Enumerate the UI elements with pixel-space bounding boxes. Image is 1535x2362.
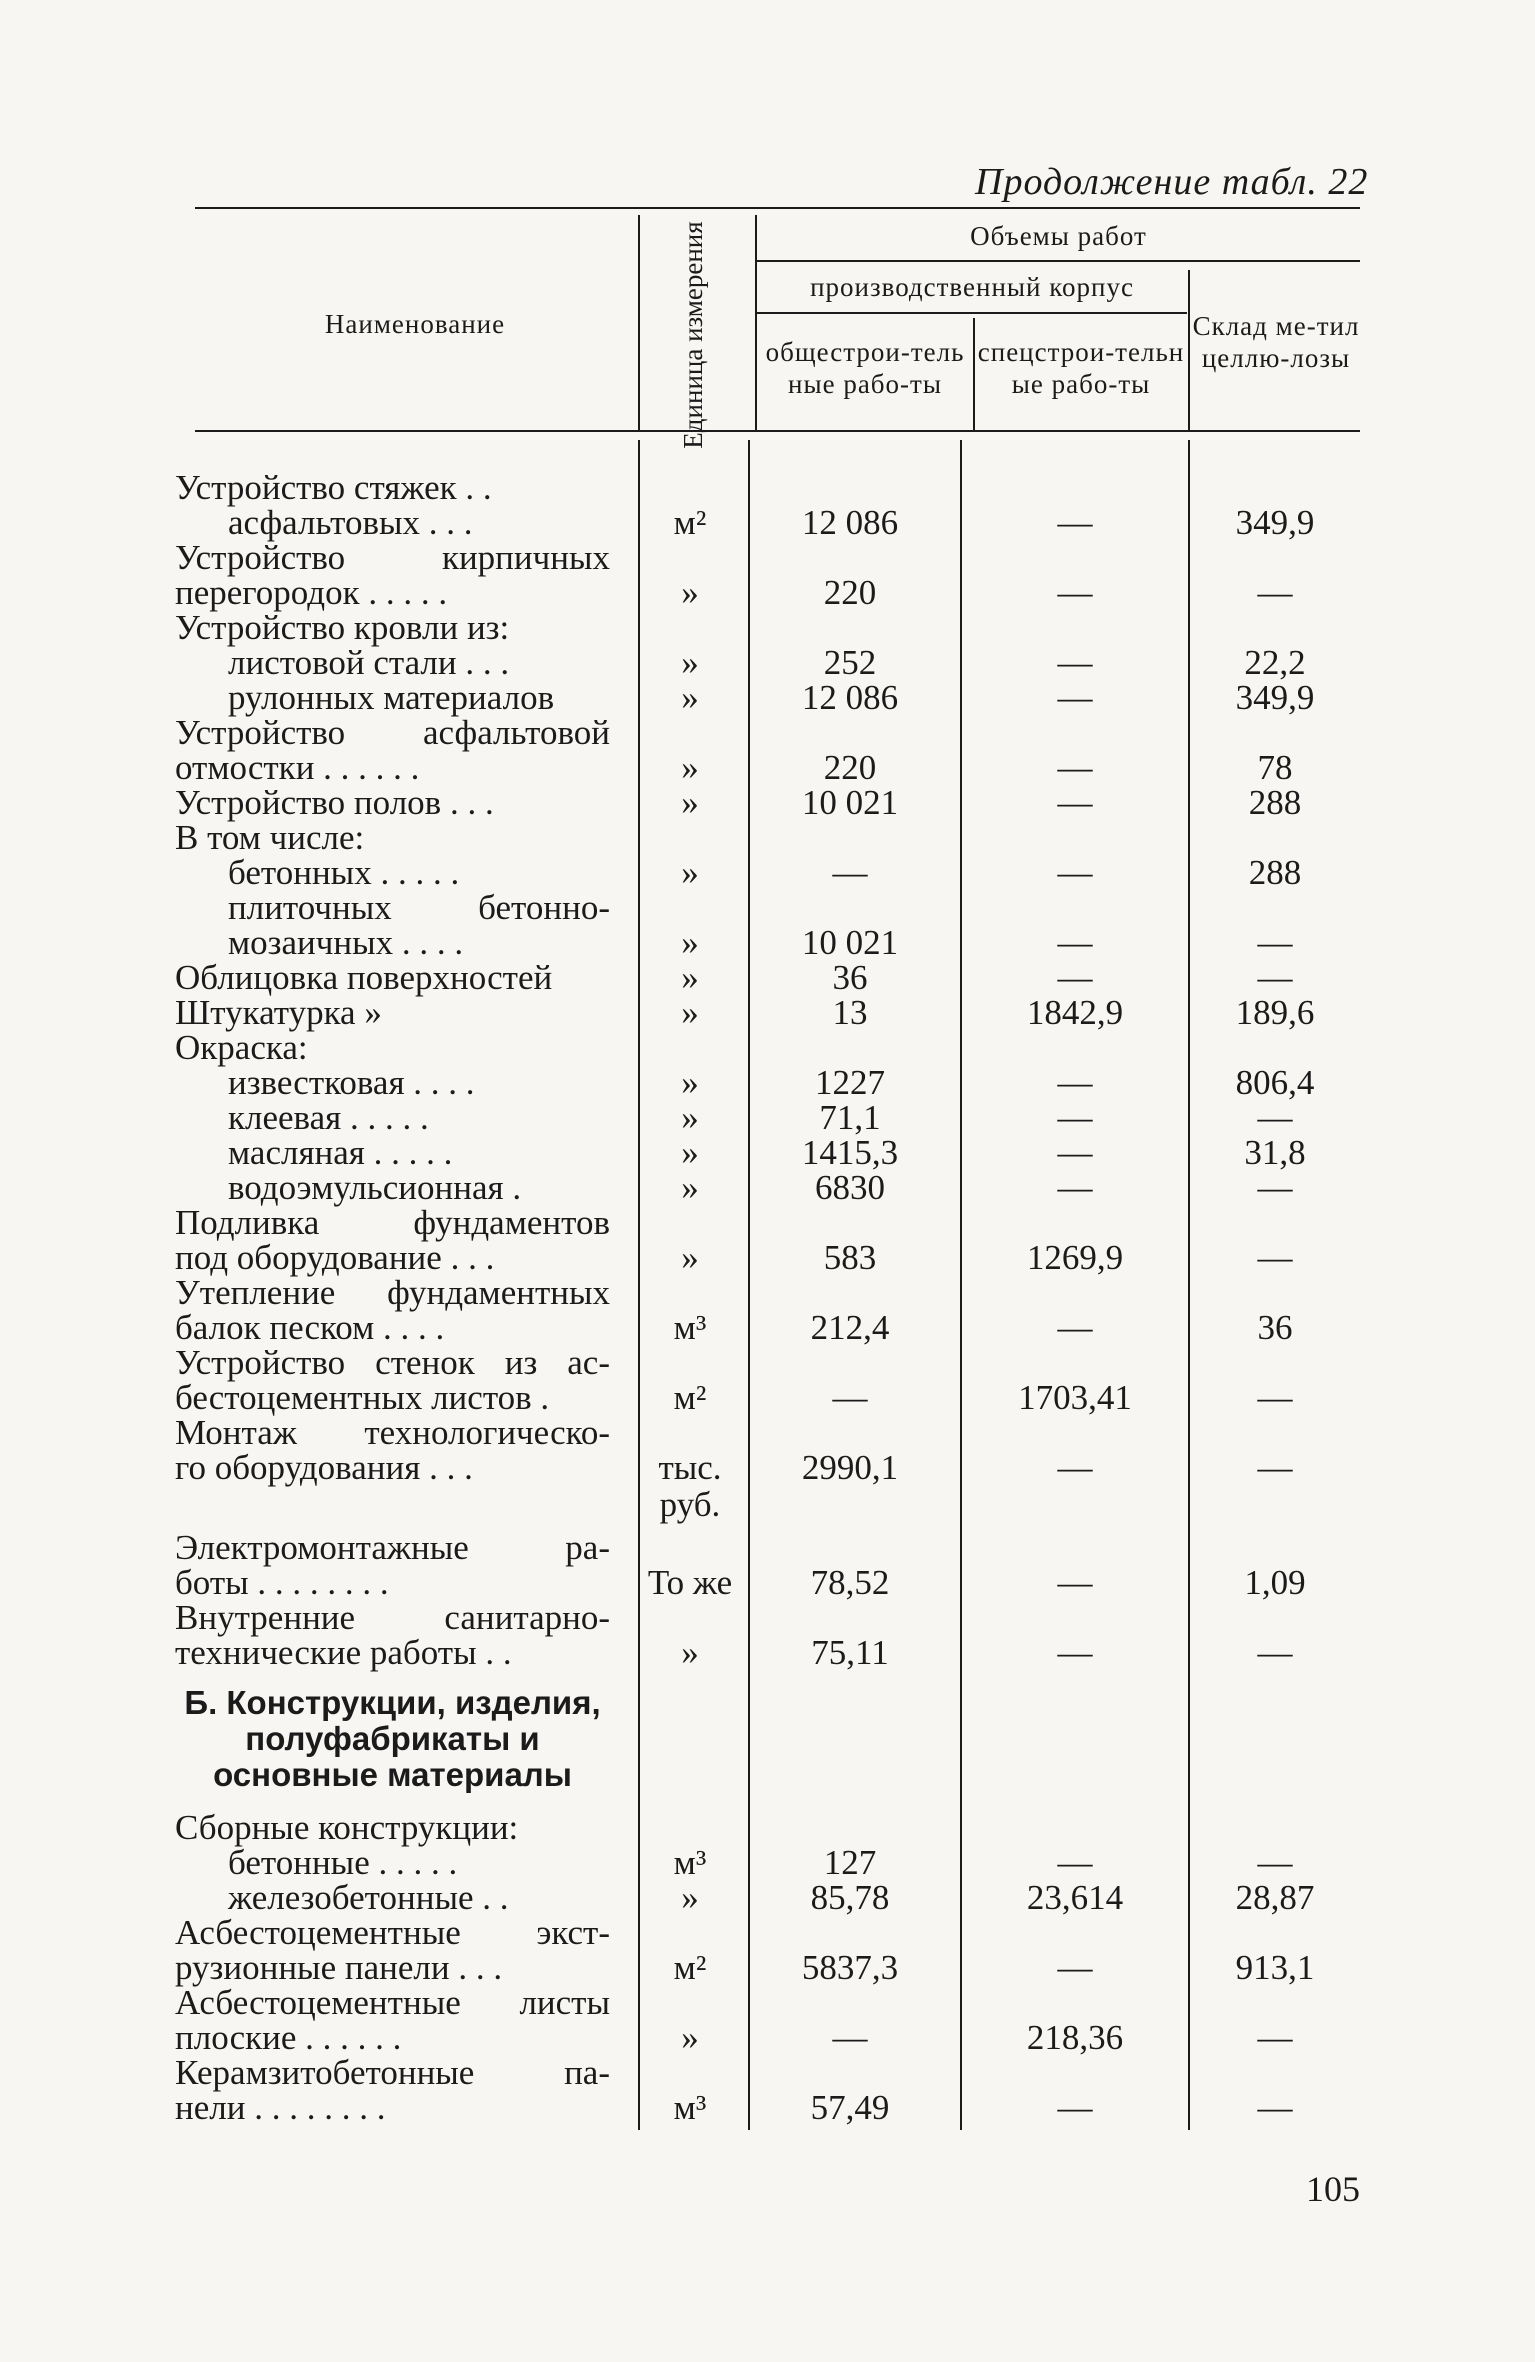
row-general-value: — <box>832 2018 868 2057</box>
row-general-value: — <box>832 853 868 892</box>
row-name: Устройство полов . . . <box>175 783 494 822</box>
row-name: Устройство стяжек . . <box>175 468 492 507</box>
row-warehouse-value: — <box>1257 573 1293 612</box>
row-name: водоэмульсионная . <box>228 1168 522 1207</box>
row-warehouse-value: — <box>1257 1238 1293 1277</box>
row-unit: » <box>681 993 699 1032</box>
row-name: рулонных материалов <box>228 678 555 717</box>
row-special-value: — <box>1057 958 1093 997</box>
row-unit: » <box>681 2018 699 2057</box>
row-unit: м² <box>673 1378 707 1417</box>
row-name: нели . . . . . . . . <box>175 2088 386 2127</box>
header-bottom-rule <box>195 430 1360 432</box>
row-name: бестоцементных листов . <box>175 1378 550 1417</box>
row-special-value: — <box>1057 1168 1093 1207</box>
row-warehouse-value: — <box>1257 1098 1293 1137</box>
page-number: 105 <box>1306 2169 1360 2209</box>
row-general-value: — <box>832 1378 868 1417</box>
column-header-unit <box>638 221 748 449</box>
row-name: плиточных бетонно- <box>228 888 610 927</box>
row-name: асфальтовых . . . <box>228 503 473 542</box>
row-unit: » <box>681 1133 699 1172</box>
row-warehouse-value: 349,9 <box>1235 678 1315 717</box>
column-header-warehouse: Склад ме-тилцеллю-лозы <box>1192 311 1360 373</box>
row-name: Утепление фундаментных <box>175 1273 610 1312</box>
row-special-value: — <box>1057 1448 1093 1487</box>
table-caption: Продолжение табл. 22 <box>975 161 1369 203</box>
row-unit: » <box>681 678 699 717</box>
row-special-value: — <box>1057 1633 1093 1672</box>
row-unit: » <box>681 853 699 892</box>
row-unit: » <box>681 1238 699 1277</box>
row-warehouse-value: 913,1 <box>1235 1948 1315 1987</box>
row-name: технические работы . . <box>175 1633 512 1672</box>
column-header-general: общестрои-тельные рабо-ты <box>765 337 965 399</box>
row-special-value: — <box>1057 1308 1093 1347</box>
row-name: боты . . . . . . . . <box>175 1563 389 1602</box>
row-unit: » <box>681 783 699 822</box>
row-general-value: 5837,3 <box>801 1948 899 1987</box>
row-special-value: — <box>1057 678 1093 717</box>
top-rule <box>195 207 1360 209</box>
column-header-special: спецстрои-тельные рабо-ты <box>977 337 1185 399</box>
row-special-value: 1842,9 <box>1026 993 1124 1032</box>
row-general-value: 36 <box>832 958 868 997</box>
row-warehouse-value: 22,2 <box>1244 643 1306 682</box>
row-special-value: — <box>1057 1098 1093 1137</box>
row-name: Монтаж технологическо- <box>175 1413 610 1452</box>
row-unit: » <box>681 748 699 787</box>
row-unit: м³ <box>673 1308 707 1347</box>
row-name: Устройство кирпичных <box>175 538 610 577</box>
row-name: известковая . . . . <box>228 1063 475 1102</box>
volumes-under-rule <box>757 260 1360 262</box>
row-unit: м³ <box>673 2088 707 2127</box>
row-name: Асбестоцементные листы <box>175 1983 610 2022</box>
row-unit: » <box>681 643 699 682</box>
row-general-value: 583 <box>823 1238 877 1277</box>
production-under-rule <box>757 312 1187 314</box>
row-name: рузионные панели . . . <box>175 1948 503 1987</box>
row-general-value: 252 <box>823 643 877 682</box>
row-warehouse-value: — <box>1257 1448 1293 1487</box>
row-special-value: — <box>1057 853 1093 892</box>
row-special-value: 23,614 <box>1026 1878 1124 1917</box>
row-warehouse-value: 288 <box>1248 853 1302 892</box>
row-unit: м² <box>673 503 707 542</box>
row-general-value: 10 021 <box>801 783 899 822</box>
column-header-name: Наименование <box>324 309 506 339</box>
column-header-unit-label: Единица измерения <box>678 221 708 449</box>
row-name: железобетонные . . <box>228 1878 509 1917</box>
row-unit: м³ <box>673 1843 707 1882</box>
row-special-value: — <box>1057 1948 1093 1987</box>
row-name: Асбестоцементные экст- <box>175 1913 610 1952</box>
row-general-value: 6830 <box>815 1168 885 1207</box>
row-warehouse-value: 1,09 <box>1244 1563 1306 1602</box>
row-unit: » <box>681 923 699 962</box>
row-name: перегородок . . . . . <box>175 573 448 612</box>
row-general-value: 2990,1 <box>801 1448 899 1487</box>
row-name: Керамзитобетонные па- <box>175 2053 610 2092</box>
row-general-value: 78,52 <box>810 1563 890 1602</box>
row-name: Устройство асфальтовой <box>175 713 610 752</box>
row-name: Штукатурка » <box>175 993 382 1032</box>
row-general-value: 71,1 <box>819 1098 881 1137</box>
row-unit: » <box>681 573 699 612</box>
row-general-value: 220 <box>823 573 877 612</box>
column-header-volumes: Объемы работ <box>970 221 1147 251</box>
row-general-value: 75,11 <box>811 1633 889 1672</box>
row-special-value: 218,36 <box>1026 2018 1124 2057</box>
row-unit: » <box>681 958 699 997</box>
row-warehouse-value: — <box>1257 923 1293 962</box>
row-name: плоские . . . . . . <box>175 2018 402 2057</box>
row-general-value: 1415,3 <box>801 1133 899 1172</box>
row-name: Окраска: <box>175 1028 308 1067</box>
row-special-value: 1703,41 <box>1018 1378 1132 1417</box>
row-warehouse-value: 31,8 <box>1244 1133 1306 1172</box>
row-name: отмостки . . . . . . <box>175 748 420 787</box>
body-vline-gen-spec <box>960 440 962 2130</box>
row-special-value: — <box>1057 643 1093 682</box>
row-general-value: 12 086 <box>801 503 899 542</box>
row-name: Электромонтажные ра- <box>175 1528 610 1567</box>
row-special-value: — <box>1057 573 1093 612</box>
row-special-value: — <box>1057 1133 1093 1172</box>
row-special-value: — <box>1057 748 1093 787</box>
header-vline-warehouse <box>1188 270 1190 430</box>
row-warehouse-value: — <box>1257 2018 1293 2057</box>
row-special-value: 1269,9 <box>1026 1238 1124 1277</box>
row-unit: тыс. <box>658 1448 722 1487</box>
row-general-value: 10 021 <box>801 923 899 962</box>
row-unit: м² <box>673 1948 707 1987</box>
row-unit: » <box>681 1878 699 1917</box>
body-vline-warehouse <box>1188 440 1190 2130</box>
row-warehouse-value: — <box>1257 1633 1293 1672</box>
row-general-value: 220 <box>823 748 877 787</box>
row-warehouse-value: 806,4 <box>1235 1063 1315 1102</box>
row-name: под оборудование . . . <box>175 1238 495 1277</box>
row-name: масляная . . . . . <box>228 1133 453 1172</box>
row-general-value: 1227 <box>815 1063 885 1102</box>
row-warehouse-value: — <box>1257 958 1293 997</box>
row-warehouse-value: — <box>1257 1843 1293 1882</box>
row-name: Подливка фундаментов <box>175 1203 610 1242</box>
row-general-value: 212,4 <box>810 1308 890 1347</box>
section-heading: Б. Конструкции, изделия, полуфабрикаты и основные материалы <box>184 1684 601 1793</box>
row-name: бетонных . . . . . <box>228 853 460 892</box>
row-warehouse-value: — <box>1257 2088 1293 2127</box>
row-warehouse-value: 78 <box>1257 748 1293 787</box>
row-special-value: — <box>1057 783 1093 822</box>
row-name: Устройство стенок из ас- <box>175 1343 610 1382</box>
row-special-value: — <box>1057 1563 1093 1602</box>
row-special-value: — <box>1057 503 1093 542</box>
row-unit: » <box>681 1063 699 1102</box>
row-unit: » <box>681 1098 699 1137</box>
row-general-value: 127 <box>823 1843 877 1882</box>
row-warehouse-value: — <box>1257 1168 1293 1207</box>
row-name: Облицовка поверхностей <box>175 958 553 997</box>
row-name: листовой стали . . . <box>228 643 510 682</box>
row-warehouse-value: 349,9 <box>1235 503 1315 542</box>
row-name: Внутренние санитарно- <box>175 1598 610 1637</box>
row-warehouse-value: — <box>1257 1378 1293 1417</box>
row-unit: То же <box>647 1563 733 1602</box>
row-special-value: — <box>1057 1843 1093 1882</box>
row-name: В том числе: <box>175 818 365 857</box>
row-name: бетонные . . . . . <box>228 1843 458 1882</box>
row-general-value: 57,49 <box>810 2088 890 2127</box>
column-header-production: производственный корпус <box>810 272 1134 302</box>
row-special-value: — <box>1057 2088 1093 2127</box>
row-general-value: 13 <box>832 993 868 1032</box>
row-name: Устройство кровли из: <box>175 608 510 647</box>
row-name: клеевая . . . . . <box>228 1098 429 1137</box>
row-special-value: — <box>1057 923 1093 962</box>
row-warehouse-value: 36 <box>1257 1308 1293 1347</box>
row-warehouse-value: 189,6 <box>1235 993 1315 1032</box>
row-name: балок песком . . . . <box>175 1308 445 1347</box>
row-warehouse-value: 28,87 <box>1235 1878 1315 1917</box>
row-general-value: 85,78 <box>810 1878 890 1917</box>
row-name: мозаичных . . . . <box>228 923 464 962</box>
row-warehouse-value: 288 <box>1248 783 1302 822</box>
header-vline-gen-spec <box>973 318 975 430</box>
row-name: го оборудования . . . <box>175 1448 473 1487</box>
row-special-value: — <box>1057 1063 1093 1102</box>
row-unit: руб. <box>659 1485 721 1524</box>
row-unit: » <box>681 1168 699 1207</box>
row-general-value: 12 086 <box>801 678 899 717</box>
row-unit: » <box>681 1633 699 1672</box>
row-name: Сборные конструкции: <box>175 1808 519 1847</box>
